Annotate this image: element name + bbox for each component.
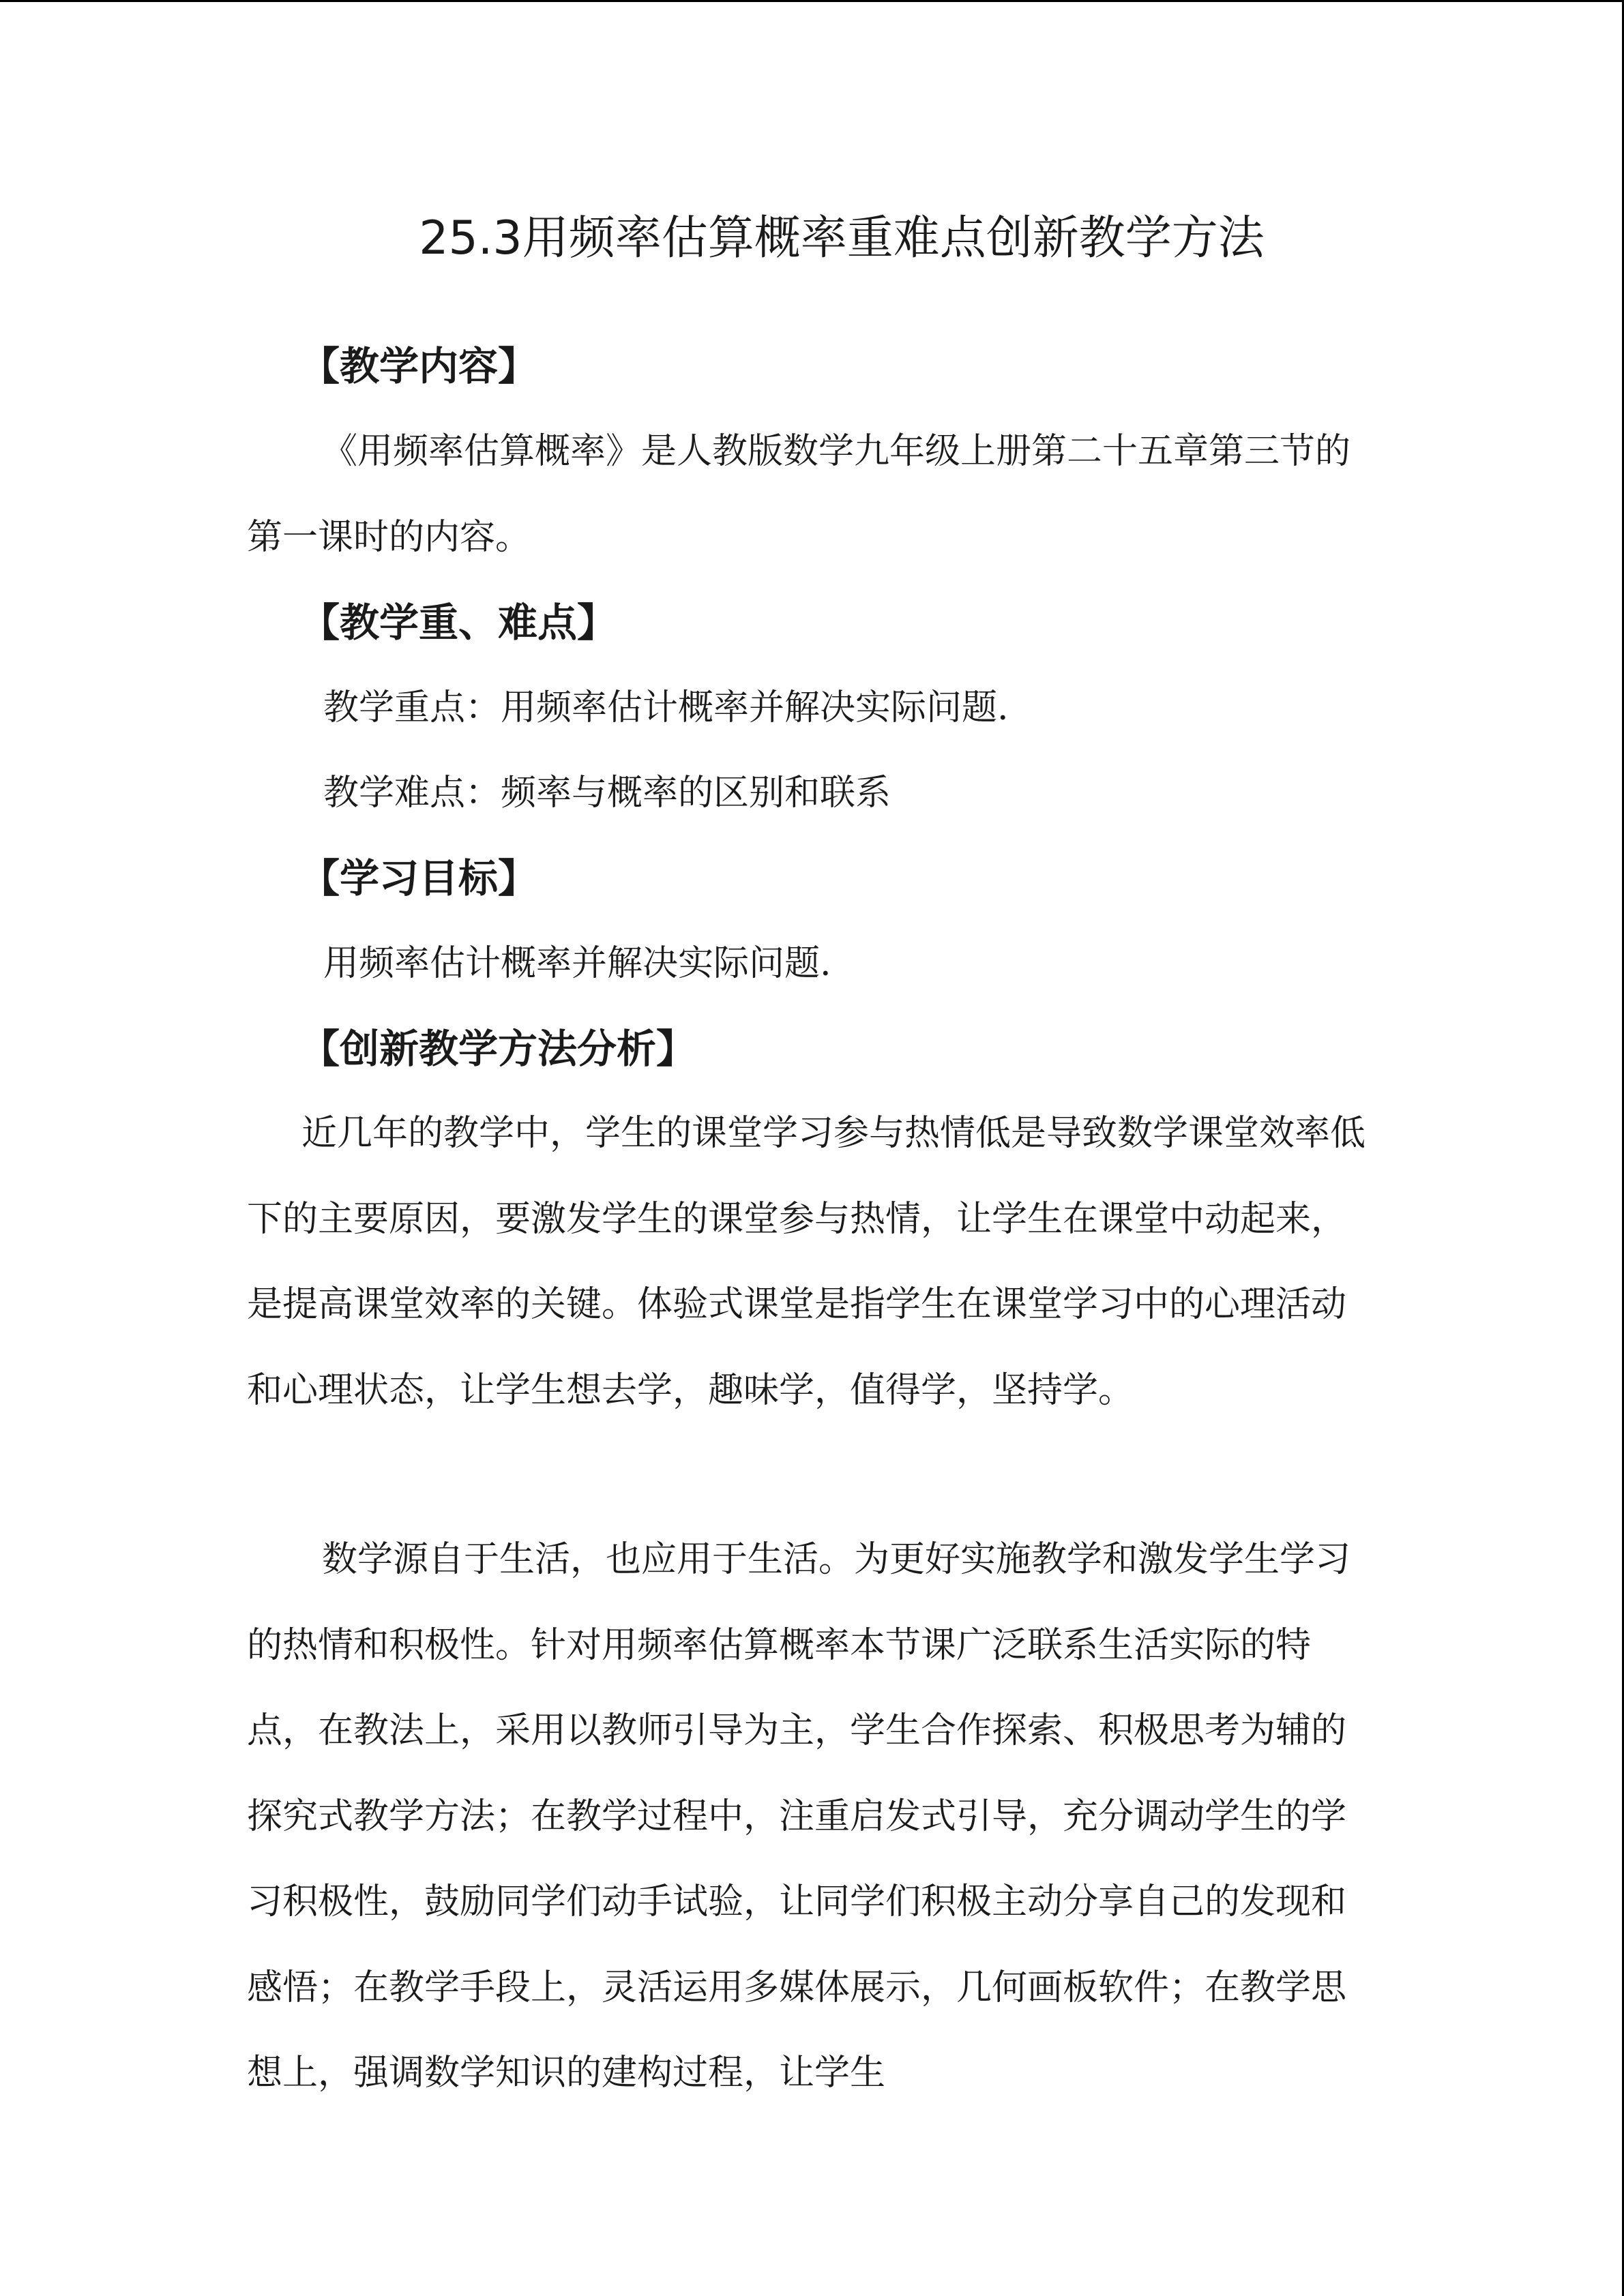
content-paragraph: 《用频率估算概率》是人教版数学九年级上册第二十五章第三节的第一课时的内容。	[247, 431, 1351, 558]
section-heading-key-points: 【教学重、难点】	[300, 599, 617, 646]
key-point-difficulty: 教学难点：频率与概率的区别和联系	[323, 773, 891, 814]
method-paragraph-2: 数学源自于生活，也应用于生活。为更好实施教学和激发学生学习的热情和积极性。针对用频率估算概率本节课广泛联系生活实际的特点，在教法上，采用以教师引导为主，学生合作探索、积极思考为辅的探究式教学方法；在教学过程中，注重启发式引导，充分调动学生的学习积极性，鼓励同学们动手试验，让同学们积极主动分享自己的发现和感悟；在教学手段上，灵活运用多媒体展示，几何画板软件；在教学思想上，强调数学知识的建构过程，让学生	[247, 1539, 1351, 2093]
section-heading-goals: 【学习目标】	[300, 855, 538, 901]
document-title: 25.3用频率估算概率重难点创新教学方法	[419, 211, 1265, 265]
section-heading-method: 【创新教学方法分析】	[300, 1026, 696, 1072]
method-paragraph-1: 近几年的教学中，学生的课堂学习参与热情低是导致数学课堂效率低下的主要原因，要激发学生的课堂参与热情，让学生在课堂中动起来，是提高课堂效率的关键。体验式课堂是指学生在课堂学习中的心理活动和心理状态，让学生想去学，趣味学，值得学，坚持学。	[247, 1113, 1366, 1411]
goals-paragraph: 用频率估计概率并解决实际问题.	[323, 943, 831, 984]
section-heading-content: 【教学内容】	[300, 343, 538, 389]
key-point-focus: 教学重点：用频率估计概率并解决实际问题.	[323, 687, 1009, 728]
